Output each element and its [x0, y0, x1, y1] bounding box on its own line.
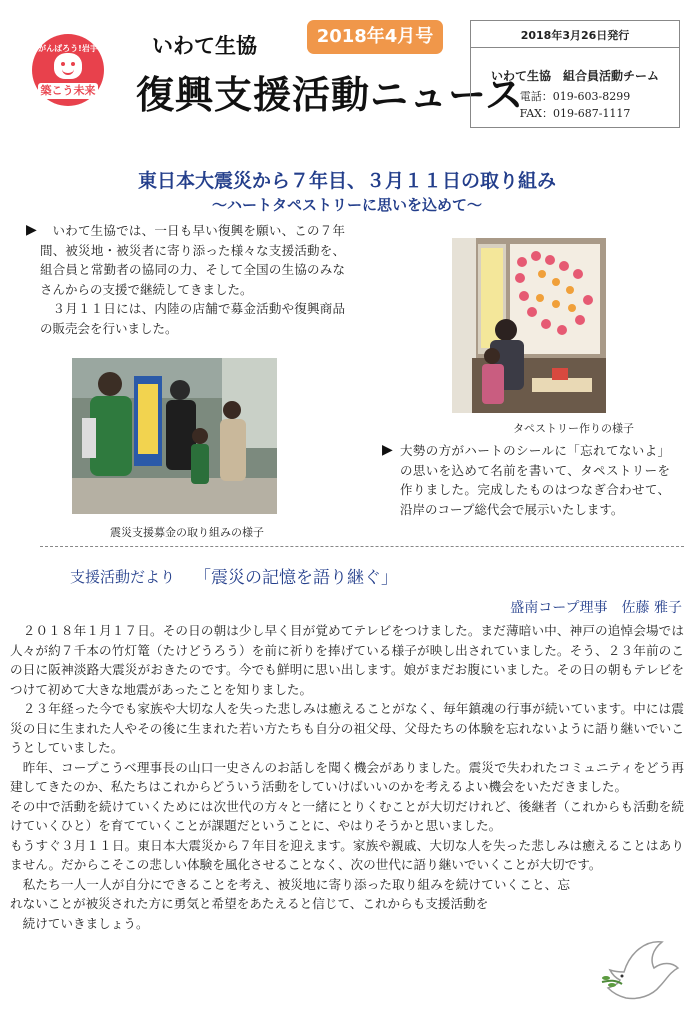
arrow-marker-icon: ▶ [382, 442, 393, 458]
arrow-marker-icon: ▶ [26, 222, 37, 238]
tapestry-photo [452, 238, 606, 413]
essay-paragraph: 昨年、コープこうべ理事長の山口一史さんのお話しを聞く機会がありました。震災で失われたコミュニティをどう再建してきたのか、私たちはこれからどういう活動をしていけばいいのかを考えるよい機会をいただきました。 [10, 759, 684, 794]
smiley-face-icon [54, 53, 82, 79]
essay-paragraph: もうすぐ３月１１日。東日本大震災から７年目を迎えます。家族や親戚、大切な人を失った悲しみは癒えることはありません。だからこそこの悲しい体験を風化させることなく、次の世代に語り継いでいくことが大切です。 [10, 837, 684, 872]
essay-paragraph: その中で活動を続けていくためには次世代の方々と一緒にとりくむことが大切だけれど、後継者（これからも活動を続けていくひと）を育てていくことが課題だということに、やはりそうかと思いました。 [10, 798, 685, 833]
main-headline: 東日本大震災から７年目、３月１１日の取り組み [137, 170, 556, 192]
essay-paragraph: ２０１８年１月１７日。その日の朝は少し早く目が覚めてテレビをつけました。まだ薄暗い中、神戸の追悼会場では人々が約７千本の竹灯篭（たけどうろう）を前に祈りを捧げている様子が映し出されていました。そう、２３年前のこの日に阪神淡路大震災がおきたのです。今でも鮮明に思い出します。娘がまだお腹にいました。その日の朝もテレビをつけて初めて大きな地震があったことを知りました。 [10, 623, 685, 697]
intro-paragraph-2: ３月１１日には、内陸の店舗で募金活動や復興商品の販売会を行いました。 [40, 301, 345, 336]
coop-logo-icon [32, 34, 104, 106]
intro-text [26, 221, 345, 338]
fundraising-photo-caption: 震災支援募金の取り組みの様子 [110, 526, 264, 539]
dove-with-branch-icon [600, 932, 682, 1010]
section-label: 支援活動だより [70, 568, 176, 586]
tapestry-photo-caption: タペストリー作りの様子 [513, 422, 634, 435]
essay-body [10, 621, 684, 933]
tapestry-description [382, 441, 670, 519]
essay-paragraph: 私たち一人一人が自分にできることを考え、被災地に寄り添った取り組みを続けていくこと、忘れないことが被災された方に勇気と希望をあたえると信じて、これからも支援活動を [10, 876, 570, 911]
section-divider [40, 546, 684, 547]
fax-number: FAX：019-687-1117 [519, 107, 631, 120]
fundraising-photo [72, 358, 277, 514]
sub-headline: ～ハートタペストリーに思いを込めて～ [211, 196, 482, 214]
tapestry-photo-illustration [452, 238, 606, 413]
dove-illustration [600, 932, 682, 1010]
publish-date: 2018年3月26日発行 [520, 29, 630, 42]
info-divider [471, 47, 679, 48]
issue-badge: 2018年4月号 [307, 20, 443, 54]
logo-bottom-text: 築こう未来 [38, 83, 98, 99]
section-title: 「震災の記憶を語り継ぐ」 [194, 568, 398, 588]
intro-paragraph-1: いわて生協では、一日も早い復興を願い、この７年間、被災地・被災者に寄り添った様々な支援活動を、組合員と常勤者の協同の力、そして全国の生協のみなさんからの支援で継続してきました。 [40, 223, 345, 297]
essay-paragraph: 続けていきましょう。 [10, 915, 149, 931]
tapestry-paragraph: 大勢の方がハートのシールに「忘れてないよ」の思いを込めて名前を書いて、タペストリーを作りました。完成したものはつなぎ合わせて、沿岸のコープ総代会で展示いたします。 [400, 443, 670, 517]
phone-number: 電話：019-603-8299 [519, 90, 631, 103]
masthead-title: 復興支援活動ニュース [136, 73, 525, 117]
publisher-info-box [470, 20, 680, 128]
essay-paragraph: ２３年経った今でも家族や大切な人を失った悲しみは癒えることがなく、毎年鎮魂の行事が続いています。中には震災の日に生まれた人やその後に生まれた若い方たちも自分の祖父母、父母たちの体験を忘れないように語り継いでいこうとしていました。 [10, 701, 684, 755]
article-author: 盛南コープ理事 佐藤 雅子 [510, 600, 682, 616]
org-name: いわて生協 [152, 34, 257, 58]
logo-top-text: がんばろう!岩手 [38, 44, 98, 53]
fundraising-photo-illustration [72, 358, 277, 514]
team-name: いわて生協 組合員活動チーム [490, 69, 659, 83]
